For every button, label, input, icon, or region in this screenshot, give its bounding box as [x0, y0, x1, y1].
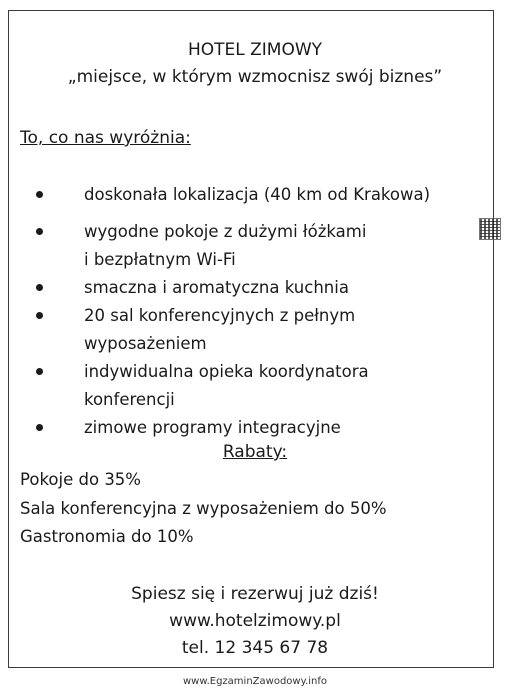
feature-text: indywidualna opieka koordynatora — [84, 362, 369, 381]
feature-text: konferencji — [84, 390, 175, 409]
hotel-title: HOTEL ZIMOWY — [187, 40, 323, 60]
website-text: www.hotelzimowy.pl — [169, 611, 341, 631]
bullet-icon — [36, 191, 43, 198]
feature-text: smaczna i aromatyczna kuchnia — [84, 278, 349, 297]
bullet-icon — [36, 228, 43, 235]
feature-text: wyposażeniem — [84, 334, 207, 353]
phone-text: tel. 12 345 67 78 — [181, 638, 329, 658]
bullet-icon — [36, 368, 43, 375]
feature-text: 20 sal konferencyjnych z pełnym — [84, 306, 356, 325]
bullet-icon — [36, 284, 43, 291]
discount-item: Pokoje do 35% — [20, 470, 141, 489]
discount-item: Sala konferencyjna z wyposażeniem do 50% — [20, 499, 387, 518]
cta-line: Spiesz się i rezerwuj już dziś! — [131, 584, 379, 604]
feature-text: doskonała lokalizacja (40 km od Krakowa) — [84, 185, 431, 204]
footer-watermark: www.EgzaminZawodowy.info — [182, 676, 328, 687]
flyer-frame — [8, 10, 494, 668]
features-heading: To, co nas wyróżnia: — [20, 128, 191, 148]
feature-text: i bezpłatnym Wi-Fi — [84, 250, 236, 269]
feature-text: zimowe programy integracyjne — [84, 418, 341, 437]
hotel-slogan: „miejsce, w którym wzmocnisz swój biznes” — [67, 67, 443, 87]
discounts-heading: Rabaty: — [222, 442, 288, 462]
bullet-icon — [36, 424, 43, 431]
bullet-icon — [36, 312, 43, 319]
feature-text: wygodne pokoje z dużymi łóżkami — [84, 222, 367, 241]
discount-item: Gastronomia do 10% — [20, 527, 194, 546]
scan-artifact-icon — [479, 218, 501, 240]
